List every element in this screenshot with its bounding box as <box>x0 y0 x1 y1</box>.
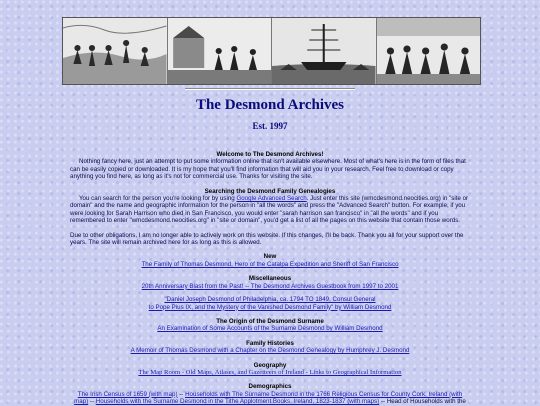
link-religious-census-1766[interactable]: Households with The Surname Desmond in the 1766 Religious Census for County Cork, Ireland (with <box>185 390 463 398</box>
main-content <box>70 151 470 406</box>
search-heading: Searching the Desmond Family Genealogies <box>204 187 336 195</box>
banner-scene-1 <box>63 18 168 84</box>
notice-text: Due to other obligations, I am no longer able to actively work on this website. If this changes, I'll be back. Thank you all for your support over the years. The site will remain archived here for as long as this is allowed. <box>70 231 464 247</box>
demographics-line2-tail: -- Head of Households with the <box>379 398 466 406</box>
link-memoir-thomas-desmond[interactable]: A Memoir of Thomas Desmond with a Chapter on the Desmond Genealogy by Humphrey J. Desmond <box>130 347 410 355</box>
search-text-before: You can search for the person you're looking for by using <box>79 195 237 203</box>
search-text-after: . Just enter this site (wmcdesmond.neocities.org) in "site or domain" and the name and geographic information for the person in "all the words" and press the "Advanced Search" button. For example, if you were looking for Sarah Harrison who died in San Francisco, you would enter "sarah harrison san francisco" in "all the words" and if you remembered to enter "wmcdesmond.neocities.org" in "site or domain", you'd get a list of all the pages on this website that contain those words. <box>70 195 469 225</box>
welcome-heading: Welcome to The Desmond Archives! <box>216 151 324 158</box>
title-divider <box>185 88 355 90</box>
link-daniel-joseph-desmond-line1[interactable]: "Daniel Joseph Desmond of Philadelphia, ca. 1794 TO 1849, Consul General <box>164 296 376 304</box>
search-text <box>70 195 470 225</box>
link-thomas-desmond-family[interactable]: The Family of Thomas Desmond, Hero of the Catalpa Expedition and Sheriff of San Francisco <box>141 260 399 268</box>
link-surname-examination[interactable]: An Examination of Some Accounts of the Surname Desmond by William Desmond <box>157 325 383 333</box>
section-heading-origin: The Origin of the Desmond Surname <box>216 317 324 325</box>
section-heading-new: New <box>263 253 277 261</box>
google-advanced-search-link[interactable]: Google Advanced Search <box>236 195 307 203</box>
welcome-text: Nothing fancy here, just an attempt to put some information online that isn't available elsewhere. Most of what's here is in the form of files that can be easily copied or downloaded. It is my hope that you'll find information that will aid you in your research. Feel free to download or copy anything you find here, as long as it's not for commercial use. Thanks for visiting the site. <box>70 158 466 181</box>
link-tithe-applotment-books[interactable]: Households with the Surname Desmond in the Tithe Applotment Books, Ireland, 1823-1837 (with maps) <box>95 398 380 406</box>
banner-scene-3 <box>272 18 377 84</box>
link-guestbook-anniversary[interactable]: 20th Anniversary Blast from the Past! -- The Desmond Archives Guestbook from 1997 to 2001 <box>141 282 399 290</box>
banner-scene-4 <box>377 18 481 84</box>
header-banner-image <box>62 17 481 85</box>
established-label: Est. 1997 <box>252 121 288 131</box>
demographics-separator-1: -- <box>177 390 186 398</box>
link-daniel-joseph-desmond-line2[interactable]: to Pope Pius IX, and the Mystery of the Vanished Desmond Family" by William Desmond <box>148 303 392 311</box>
link-religious-census-1766-map[interactable]: map) <box>74 398 89 406</box>
demographics-separator-2: -- <box>88 398 96 406</box>
banner-scene-2 <box>168 18 273 84</box>
section-heading-family-histories: Family Histories <box>246 339 294 347</box>
section-heading-geography: Geography <box>253 361 287 369</box>
section-heading-miscellaneous: Miscellaneous <box>248 275 292 283</box>
section-heading-demographics: Demographics <box>248 383 292 391</box>
link-map-room[interactable]: The Map Room - Old Maps, Atlases, and Gazetteers of Ireland - Links to Geographical Information <box>138 368 402 376</box>
link-irish-census-1659[interactable]: The Irish Census of 1659 (with map) <box>77 390 178 398</box>
page-title: The Desmond Archives <box>195 97 345 113</box>
